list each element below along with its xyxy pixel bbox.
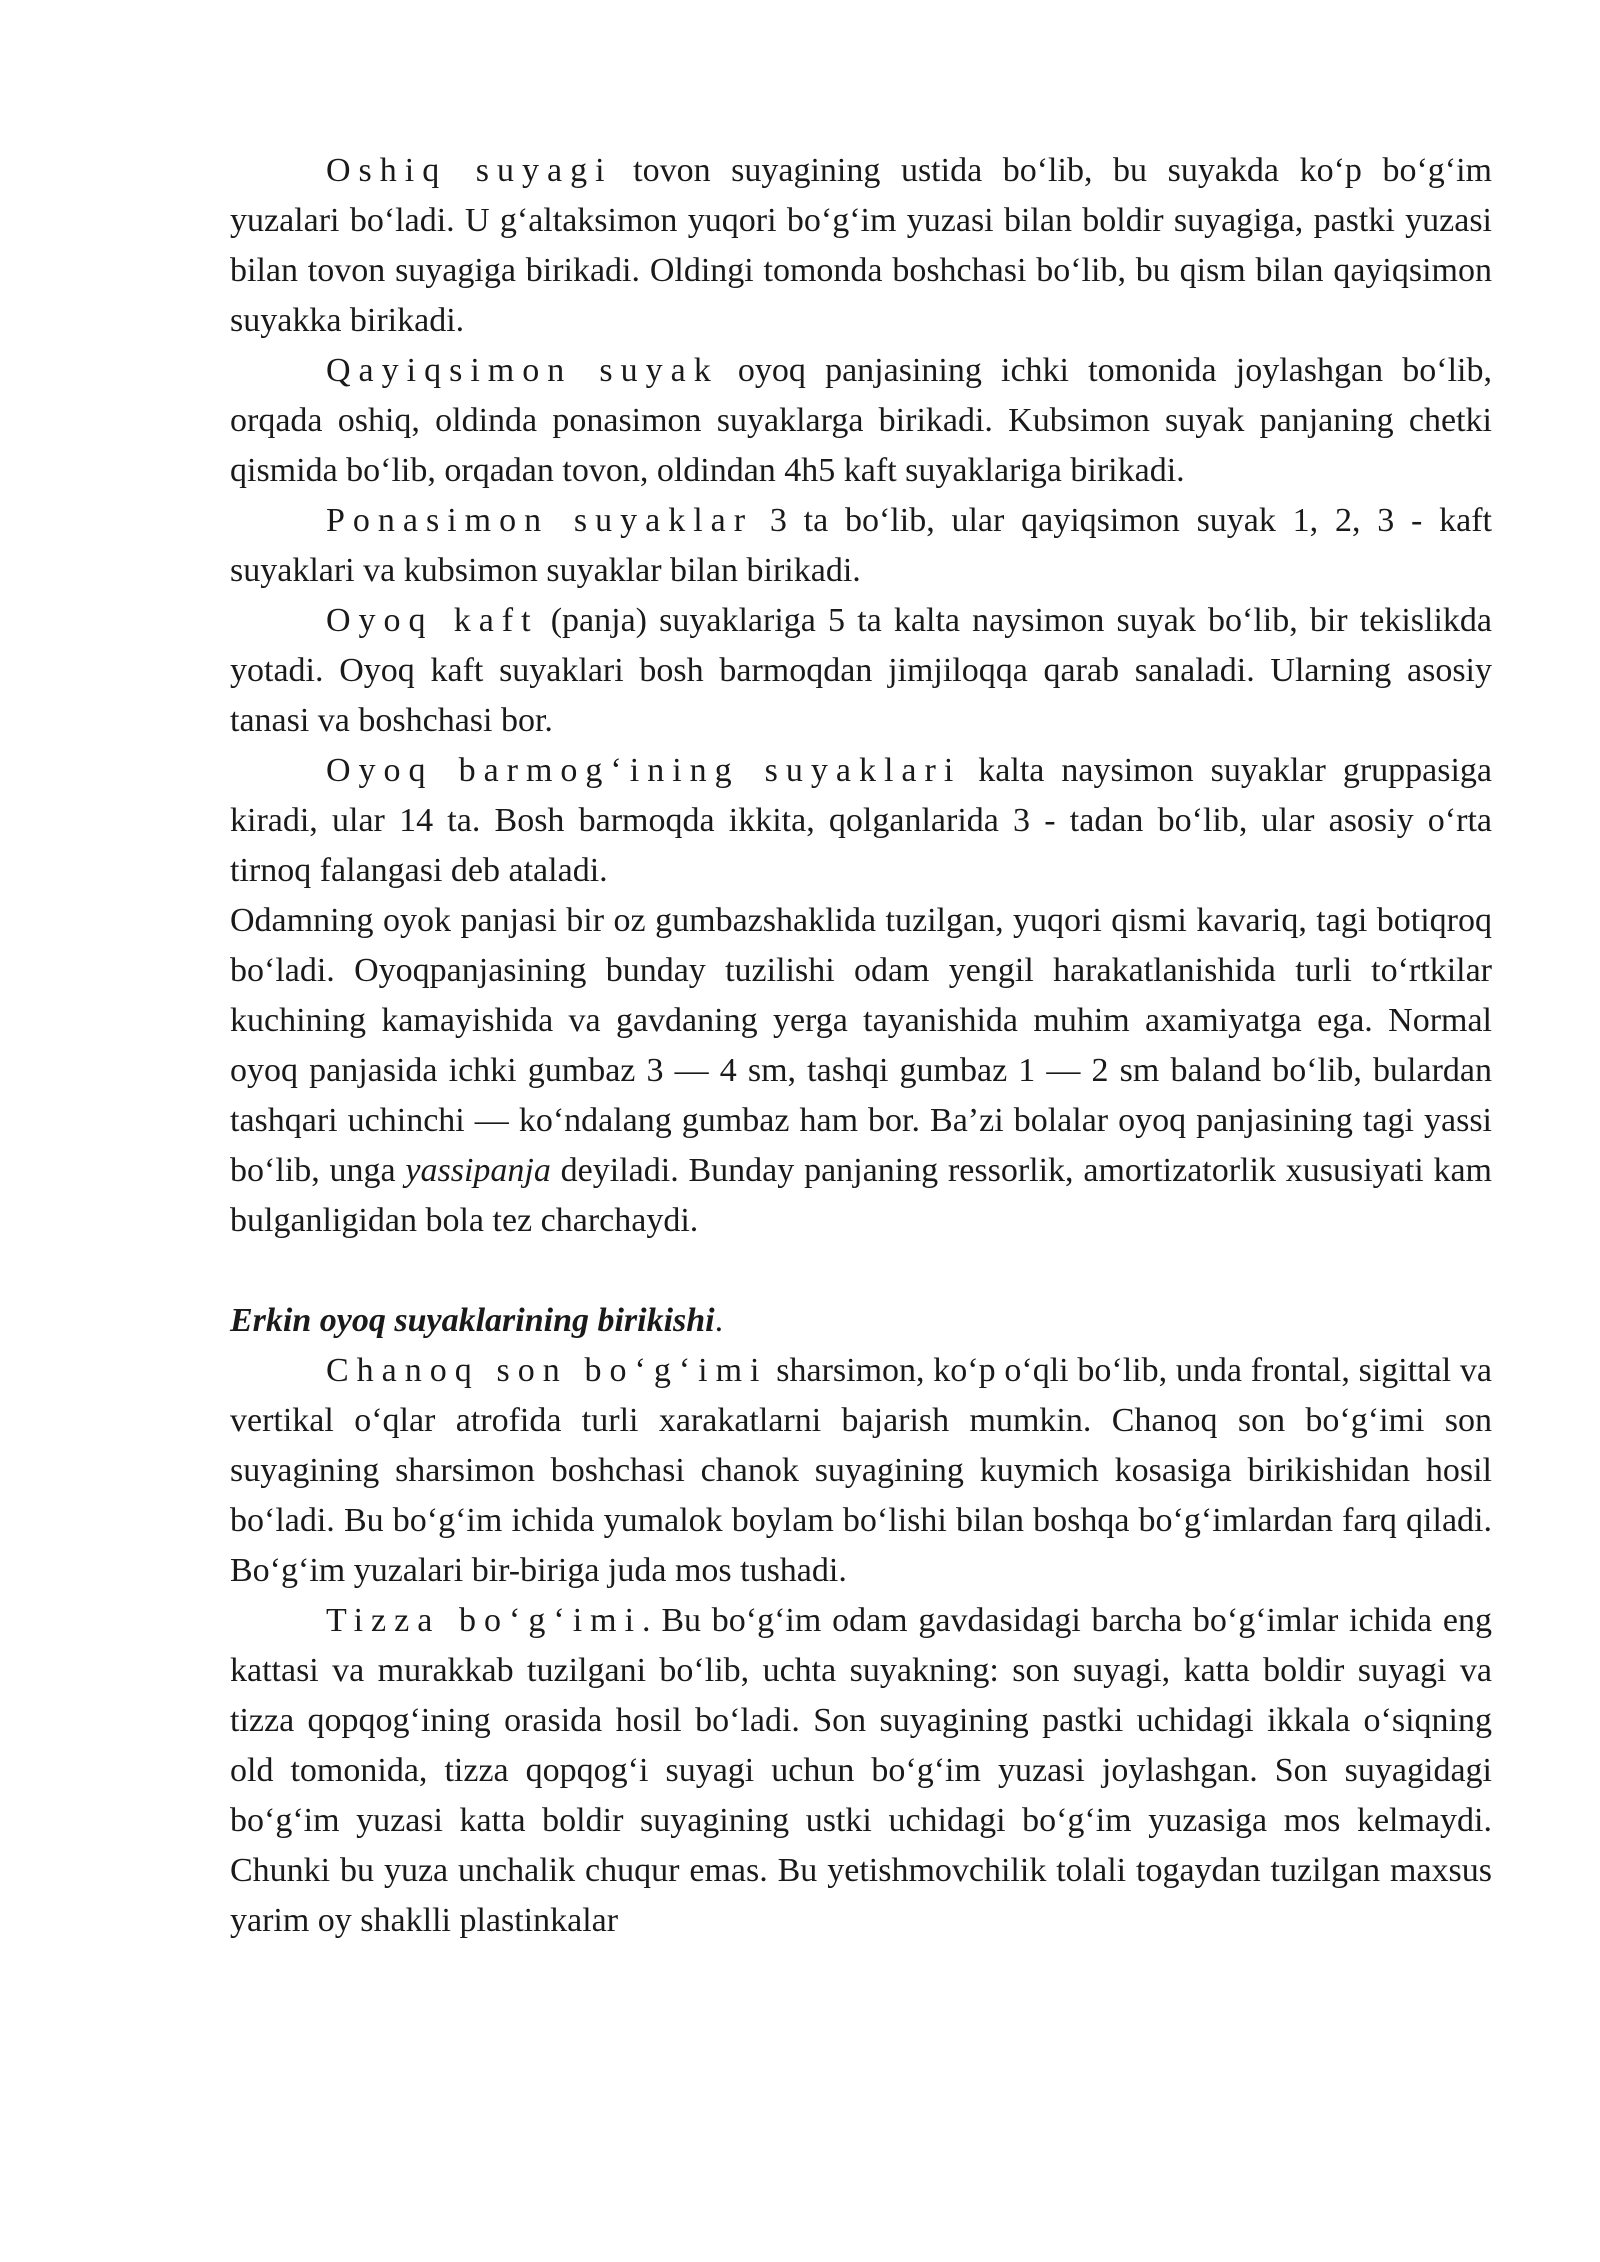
term-oyoq-kaft: Oyoq kaft — [326, 602, 539, 639]
term-tizza-bogimi: Tizza bo‘g‘imi — [326, 1602, 643, 1639]
term-ponasimon-suyaklar: Ponasimon suyaklar — [326, 502, 754, 539]
paragraph-chanoq-son — [230, 1346, 1492, 1596]
paragraph-oyoq-kaft — [230, 596, 1492, 746]
term-qayiqsimon-suyak: Qayiqsimon suyak — [326, 352, 719, 389]
section-heading-text: Erkin oyoq suyaklarining birikishi — [230, 1302, 715, 1339]
paragraph-oshiq-suyagi — [230, 146, 1492, 346]
paragraph-text: oyoq panjasining ichki tomonida joylashgan bo‘lib, orqada oshiq, oldinda ponasimon suyaklarga birikadi. Kubsimon suyak panjaning chetki qismida bo‘lib, orqadan tovon, oldindan 4h5 kaft suyaklariga birikadi. — [230, 352, 1492, 489]
section-heading-dot: . — [714, 1302, 724, 1339]
document-page — [230, 146, 1492, 1946]
paragraph-text: deyiladi. Bunday panjaning ressorlik, amortizatorlik xususiyati kam bulganligidan bola tez charchaydi. — [230, 1152, 1492, 1239]
term-oshiq-suyagi: Oshiq suyagi — [326, 152, 613, 189]
paragraph-ponasimon-suyaklar — [230, 496, 1492, 596]
emphasis-yassipanja: yassipanja — [405, 1152, 551, 1189]
paragraph-qayiqsimon-suyak — [230, 346, 1492, 496]
paragraph-text: . Bu bo‘g‘im odam gavdasidagi barcha bo‘g‘imlar ichida eng kattasi va murakkab tuzilgani bo‘lib, uchta suyakning: son suyagi, katta boldir suyagi va tizza qopqog‘ining orasida hosil bo‘ladi. Son suyagining pastki uchidagi ikkala o‘siqning old tomonida, tizza qopqog‘i suyagi uchun bo‘g‘im yuzasi joylashgan. Son suyagidagi bo‘g‘im yuzasi katta boldir suyagining ustki uchidagi bo‘g‘im yuzasiga mos kelmaydi. Chunki bu yuza unchalik chuqur emas. Bu yetishmovchilik tolali togaydan tuzilgan maxsus yarim oy shaklli plastinkalar — [230, 1602, 1492, 1939]
paragraph-tizza-bogimi — [230, 1596, 1492, 1946]
term-chanoq-son-bogimi: Chanoq son bo‘g‘imi — [326, 1352, 768, 1389]
paragraph-oyoq-barmogi — [230, 746, 1492, 896]
paragraph-text: (panja) suyaklariga 5 ta kalta naysimon suyak bo‘lib, bir tekislikda yotadi. Oyoq kaft suyaklari bosh barmoqdan jimjiloqqa qarab sanaladi. Ularning asosiy tanasi va boshchasi bor. — [230, 602, 1492, 739]
term-oyoq-barmogi: Oyoq barmog‘ining suyaklari — [326, 752, 962, 789]
paragraph-text: sharsimon, ko‘p o‘qli bo‘lib, unda frontal, sigittal va vertikal o‘qlar atrofida turli xarakatlarni bajarish mumkin. Chanoq son bo‘g‘imi son suyagining sharsimon boshchasi chanok suyagining kuymich kosasiga birikishidan hosil bo‘ladi. Bu bo‘g‘im ichida yumalok boylam bo‘lishi bilan boshqa bo‘g‘imlardan farq qiladi. Bo‘g‘im yuzalari bir-biriga juda mos tushadi. — [230, 1352, 1492, 1589]
paragraph-text: kalta naysimon suyaklar gruppasiga kiradi, ular 14 ta. Bosh barmoqda ikkita, qolganlarida 3 - tadan bo‘lib, ular asosiy o‘rta tirnoq falangasi deb ataladi. — [230, 752, 1493, 889]
section-heading — [230, 1296, 1492, 1346]
paragraph-text: Odamning oyok panjasi bir oz gumbazshaklida tuzilgan, yuqori qismi kavariq, tagi botiqroq bo‘ladi. Oyoqpanjasining bunday tuzilishi odam yengil harakatlanishida turli to‘rtkilar kuchining kamayishida va gavdaning yerga tayanishida muhim axamiyatga ega. Normal oyoq panjasida ichki gumbaz 3 — 4 sm, tashqi gumbaz 1 — 2 sm baland bo‘lib, bulardan tashqari uchinchi — ko‘ndalang gumbaz ham bor. Ba’zi bolalar oyoq panjasining tagi yassi bo‘lib, unga — [230, 902, 1492, 1189]
paragraph-text: tovon suyagining ustida bo‘lib, bu suyakda ko‘p bo‘g‘im yuzalari bo‘ladi. U g‘altaksimon yuqori bo‘g‘im yuzasi bilan boldir suyagiga, pastki yuzasi bilan tovon suyagiga birikadi. Oldingi tomonda boshchasi bo‘lib, bu qism bilan qayiqsimon suyakka birikadi. — [230, 152, 1492, 339]
paragraph-text: 3 ta bo‘lib, ular qayiqsimon suyak 1, 2, 3 - kaft suyaklari va kubsimon suyaklar bilan birikadi. — [230, 502, 1492, 589]
paragraph-oyoq-panjasi — [230, 896, 1492, 1246]
